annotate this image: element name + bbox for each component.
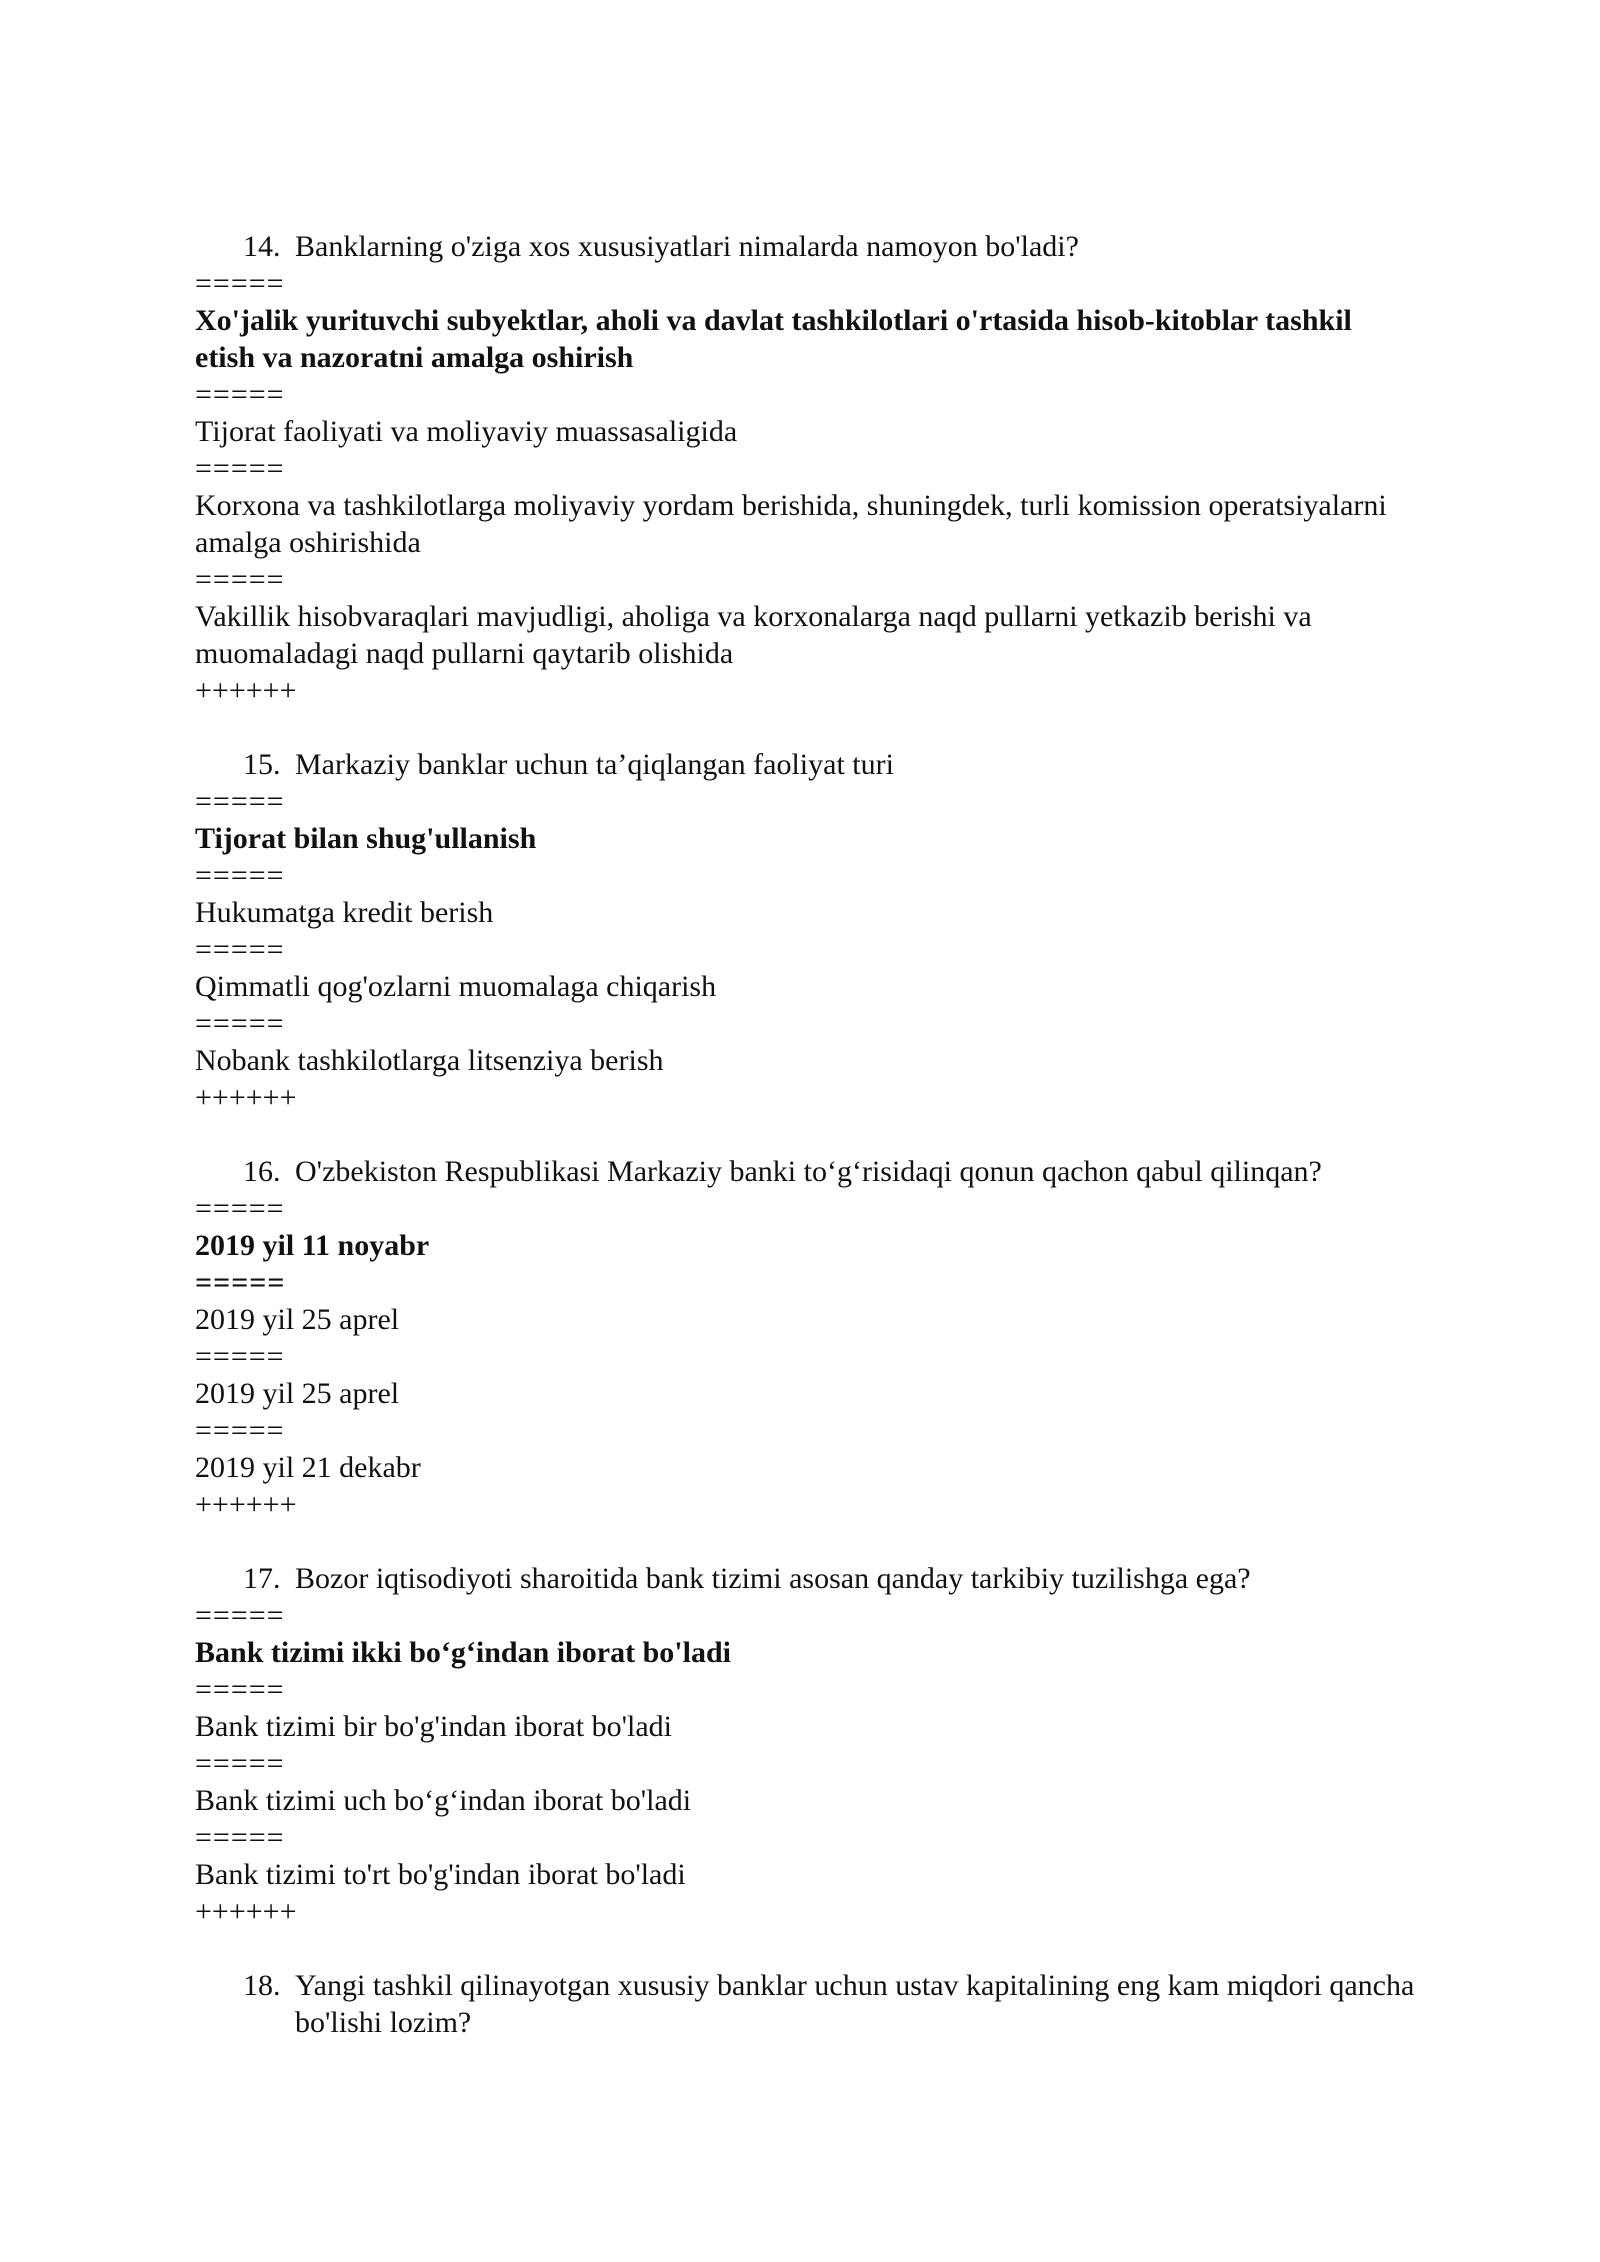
question-18	[195, 1967, 1415, 2041]
answer-option: Nobank tashkilotlarga litsenziya berish	[195, 1044, 664, 1077]
question-label: Yangi tashkil qilinayotgan xususiy banklar uchun ustav kapitalining eng kam miqdori qancha bo'lishi lozim?	[295, 1969, 1415, 2039]
separator: =====	[195, 267, 285, 300]
question-16	[195, 1153, 1415, 1560]
answer-option: Korxona va tashkilotlarga moliyaviy yordam berishida, shuningdek, turli komission operatsiyalarni amalga oshirishida	[195, 489, 1387, 559]
answer-option: Vakillik hisobvaraqlari mavjudligi, aholiga va korxonalarga naqd pullarni yetkazib berishi va muomaladagi naqd pullarni qaytarib olishida	[195, 600, 1312, 670]
answer-option: Hukumatga kredit berish	[195, 896, 494, 929]
question-number: 16.	[243, 1155, 281, 1188]
separator: =====	[195, 1266, 286, 1299]
separator: =====	[195, 1747, 285, 1780]
answer-option: 2019 yil 21 dekabr	[195, 1451, 421, 1484]
answer-option: Qimmatli qog'ozlarni muomalaga chiqarish	[195, 970, 717, 1003]
correct-answer: Tijorat bilan shug'ullanish	[195, 822, 537, 855]
spacer	[195, 709, 1415, 746]
question-text	[195, 1967, 1415, 2041]
separator: =====	[195, 1414, 285, 1447]
question-17	[195, 1560, 1415, 1967]
correct-answer: 2019 yil 11 noyabr	[195, 1229, 430, 1262]
question-15	[195, 746, 1415, 1153]
end-marker: ++++++	[195, 674, 297, 707]
question-number: 18.	[243, 1969, 281, 2002]
question-label: O'zbekiston Respublikasi Markaziy banki to‘g‘risidaqi qonun qachon qabul qilinqan?	[295, 1155, 1322, 1188]
document-content	[195, 228, 1415, 2041]
question-number: 15.	[243, 748, 281, 781]
question-14	[195, 228, 1415, 746]
separator: =====	[195, 1599, 285, 1632]
separator: =====	[195, 1192, 285, 1225]
question-label: Bozor iqtisodiyoti sharoitida bank tizimi asosan qanday tarkibiy tuzilishga ega?	[295, 1562, 1251, 1595]
separator: =====	[195, 452, 285, 485]
question-text	[195, 228, 1415, 265]
separator: =====	[195, 1673, 285, 1706]
spacer	[195, 1930, 1415, 1967]
question-text	[195, 1560, 1415, 1597]
separator: =====	[195, 933, 285, 966]
end-marker: ++++++	[195, 1895, 297, 1928]
answer-option: 2019 yil 25 aprel	[195, 1303, 400, 1336]
separator: =====	[195, 1007, 285, 1040]
end-marker: ++++++	[195, 1488, 297, 1521]
spacer	[195, 1116, 1415, 1153]
separator: =====	[195, 1821, 285, 1854]
correct-answer: Bank tizimi ikki bo‘g‘indan iborat bo'ladi	[195, 1636, 731, 1669]
question-number: 17.	[243, 1562, 281, 1595]
answer-option: 2019 yil 25 aprel	[195, 1377, 400, 1410]
correct-answer: Xo'jalik yurituvchi subyektlar, aholi va davlat tashkilotlari o'rtasida hisob-kitoblar tashkil etish va nazoratni amalga oshirish	[195, 304, 1352, 374]
separator: =====	[195, 785, 285, 818]
question-text	[195, 746, 1415, 783]
question-label: Markaziy banklar uchun ta’qiqlangan faoliyat turi	[295, 748, 894, 781]
separator: =====	[195, 563, 285, 596]
separator: =====	[195, 859, 285, 892]
answer-option: Bank tizimi to'rt bo'g'indan iborat bo'ladi	[195, 1858, 686, 1891]
answer-option: Tijorat faoliyati va moliyaviy muassasaligida	[195, 415, 738, 448]
separator: =====	[195, 378, 285, 411]
spacer	[195, 1523, 1415, 1560]
answer-option: Bank tizimi uch bo‘g‘indan iborat bo'ladi	[195, 1784, 692, 1817]
end-marker: ++++++	[195, 1081, 297, 1114]
answer-option: Bank tizimi bir bo'g'indan iborat bo'ladi	[195, 1710, 672, 1743]
separator: =====	[195, 1340, 285, 1373]
question-text	[195, 1153, 1415, 1190]
question-number: 14.	[243, 230, 281, 263]
question-label: Banklarning o'ziga xos xususiyatlari nimalarda namoyon bo'ladi?	[295, 230, 1079, 263]
